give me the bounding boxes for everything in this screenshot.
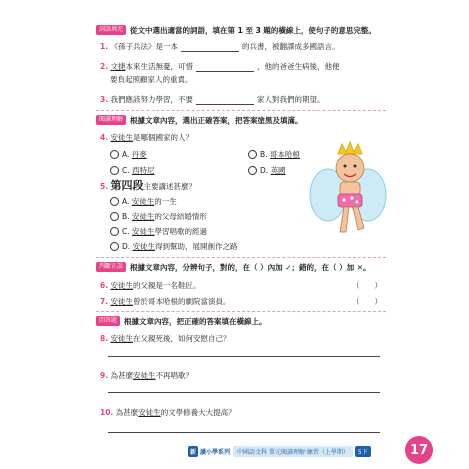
series-name: 讀小學系列: [200, 448, 231, 456]
radio-circle[interactable]: [110, 166, 119, 175]
option-5b[interactable]: B. 安徒生 的父母結婚情形: [110, 211, 207, 222]
grade-badge: 5下: [355, 446, 371, 457]
option-5a[interactable]: A. 安徒生 的一生: [110, 196, 177, 207]
radio-circle[interactable]: [248, 166, 257, 175]
section-badge: 詞語填充: [96, 25, 126, 35]
option-4b[interactable]: B. 哥本哈根: [248, 149, 300, 160]
question-4: 4. 安徒生是哪個國家的人？: [100, 133, 193, 142]
page-number: 17: [405, 436, 433, 464]
option-4d[interactable]: D. 英國: [248, 165, 286, 176]
fairy-illustration: [308, 140, 388, 258]
answer-blank[interactable]: [196, 96, 254, 105]
question-6: 6. 安徒生的父親是一名鞋匠。: [100, 281, 201, 290]
answer-line[interactable]: [108, 392, 380, 393]
section-reading-header: 閱讀理解 根據文章內容，選出正確答案，把答案塗黑及填滿。: [96, 114, 303, 126]
section-vocab-header: [96, 24, 376, 36]
question-2: 2. 文捷本來生活無憂，可惜 ，他的爸爸生病後，他便: [100, 62, 340, 71]
radio-circle[interactable]: [110, 197, 119, 206]
question-8: 8. 安徒生在父親死後，如何安慰自己？: [100, 334, 231, 343]
fairy-shorts: [338, 194, 362, 207]
radio-circle[interactable]: [110, 227, 119, 236]
question-9: 9. 為甚麼安徒生不再唱歌？: [100, 371, 193, 380]
answer-line[interactable]: [108, 356, 380, 357]
question-2-line2: 要負起照顧家人的重責。: [110, 75, 193, 84]
radio-circle[interactable]: [110, 150, 119, 159]
question-10: 10. 為甚麼安徒生的文學修養大大提高？: [100, 408, 236, 417]
section-qa-header: 問答題 根據文章內容，把正確的答案填在橫線上。: [96, 315, 267, 327]
option-4c[interactable]: C. 西特尼: [110, 165, 155, 176]
page-footer: [188, 445, 371, 457]
section-truefalse-header: 判斷正誤 根據文章內容，分辨句子，對的，在（ ）內加 ✓；錯的，在（ ）加 ✕。: [96, 261, 371, 273]
book-title: 中國語文科 單元閱讀理解‧練習（上學期）: [233, 446, 353, 457]
option-4a[interactable]: A. 丹麥: [110, 149, 147, 160]
crown-icon: [338, 142, 362, 154]
option-5c[interactable]: C. 安徒生 學習唱歌的經過: [110, 226, 207, 237]
divider: [96, 257, 386, 258]
question-7: 7. 安徒生曾於哥本哈根的劇院當演員。: [100, 297, 231, 306]
radio-circle[interactable]: [110, 212, 119, 221]
answer-bracket[interactable]: （ ）: [352, 281, 382, 290]
option-5d[interactable]: D. 安徒生 得到幫助，展開創作之路: [110, 241, 238, 252]
question-number: 1.: [100, 42, 109, 51]
radio-circle[interactable]: [110, 242, 119, 251]
question-3: 3. 我們應該努力學習，不要 家人對我們的期望。: [100, 95, 325, 104]
fairy-head: [336, 154, 364, 182]
answer-line[interactable]: [108, 432, 380, 433]
answer-bracket[interactable]: （ ）: [352, 297, 382, 306]
section-instruction: 從文中選出適當的詞語，填在第 1 至 3 題的橫線上，使句子的意思完整。: [130, 25, 376, 35]
question-1: 1. 《孫子兵法》是一本 的兵書，被翻譯成多國語言。: [100, 42, 340, 51]
radio-circle[interactable]: [248, 150, 257, 159]
divider: [96, 311, 386, 312]
answer-blank[interactable]: [196, 63, 254, 72]
answer-blank[interactable]: [181, 43, 239, 52]
divider: [96, 110, 386, 111]
series-logo: 新: [188, 446, 198, 457]
question-5: 5. 第四段主要講述甚麼？: [100, 179, 196, 192]
